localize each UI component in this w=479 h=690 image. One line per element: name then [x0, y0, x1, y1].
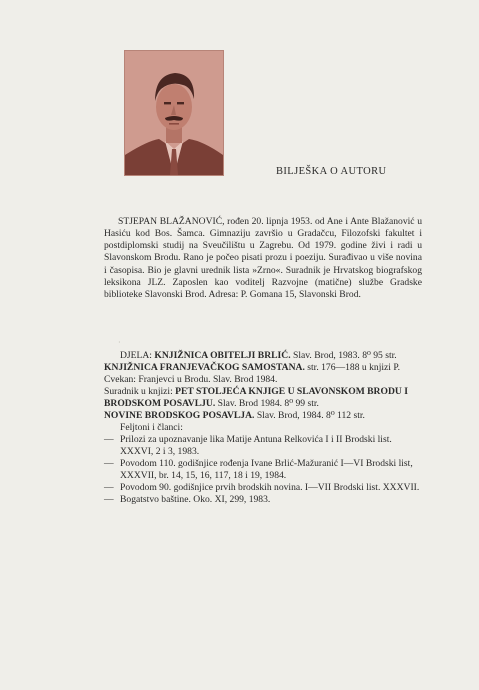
portrait-image: [125, 51, 223, 175]
work-entry-4: [104, 410, 422, 422]
list-item: [104, 458, 422, 482]
work-details-3: Slav. Brod 1984. 8⁰ 99 str.: [215, 398, 319, 409]
feuilletons-label: Feljtoni i članci:: [120, 422, 183, 433]
dash-bullet: —: [104, 482, 114, 493]
section-heading: BILJEŠKA O AUTORU: [276, 166, 387, 177]
articles-list: [104, 434, 422, 506]
work-entry-1: [104, 350, 422, 362]
work-entry-3: [104, 386, 422, 410]
list-item: [104, 482, 422, 494]
dash-bullet: —: [104, 458, 114, 469]
dash-bullet: —: [104, 434, 114, 445]
work-title-1: KNJIŽNICA OBITELJI BRLIĆ.: [154, 350, 291, 361]
list-item: [104, 434, 422, 458]
work-title-2: KNJIŽNICA FRANJEVAČKOG SAMOSTANA.: [104, 362, 305, 373]
work-entry-2: [104, 362, 422, 386]
article-text: Bogatstvo baštine. Oko. XI, 299, 1983.: [120, 494, 271, 505]
works-lead: DJELA:: [120, 350, 155, 361]
paper-speck: ·: [118, 338, 121, 347]
dash-bullet: —: [104, 494, 114, 505]
work-title-4: NOVINE BRODSKOG POSAVLJA.: [104, 410, 255, 421]
work-details-4: Slav. Brod, 1984. 8⁰ 112 str.: [254, 410, 365, 421]
works-list: [104, 350, 422, 506]
article-text: Prilozi za upoznavanje lika Matije Antuna Relkovića I i II Brodski list. XXXVI, 2 i 3, 1983.: [120, 434, 392, 457]
work-details-2: str. 176—188 u knjizi P. Cvekan: Franjevci u Brodu. Slav. Brod 1984.: [104, 362, 401, 385]
article-text: Povodom 110. godišnjice rođenja Ivane Brlić-Mažuranić I—VI Brodski list, XXXVII, br. 14, 15, 16, 117, 18 i 19, 1984.: [120, 458, 413, 481]
list-item: [104, 494, 422, 506]
article-text: Povodom 90. godišnjice prvih brodskih novina. I—VII Brodski list. XXXVII.: [120, 482, 420, 493]
contributor-lead: Suradnik u knjizi:: [104, 386, 176, 397]
author-portrait-photo: [124, 50, 224, 176]
author-biography: STJEPAN BLAŽANOVIĆ, rođen 20. lipnja 1953. od Ane i Ante Blažanović u Hasiću kod Bos. Šamca. Gimnaziju završio u Gradačcu, Filozofski fakultet i postdiplomski studij na Sveučilištu u Zagrebu. Od 1979. godine živi i radi u Slavonskom Brodu. Rano je počeo pisati prozu i poeziju. Surađivao u više novina i časopisa. Bio je glavni urednik lista »Zrno«. Suradnik je Hrvatskog biografskog leksikona JLZ. Zaposlen kao voditelj Razvojne (matične) službe Gradske biblioteke Slavonski Brod. Adresa: P. Gomana 15, Slavonski Brod.: [104, 215, 422, 301]
work-title-3: PET STOLJEĆA KNJIGE U SLAVONSKOM BRODU I BRODSKOM POSAVLJU.: [104, 386, 408, 409]
work-details-1: Slav. Brod, 1983. 8⁰ 95 str.: [290, 350, 397, 361]
